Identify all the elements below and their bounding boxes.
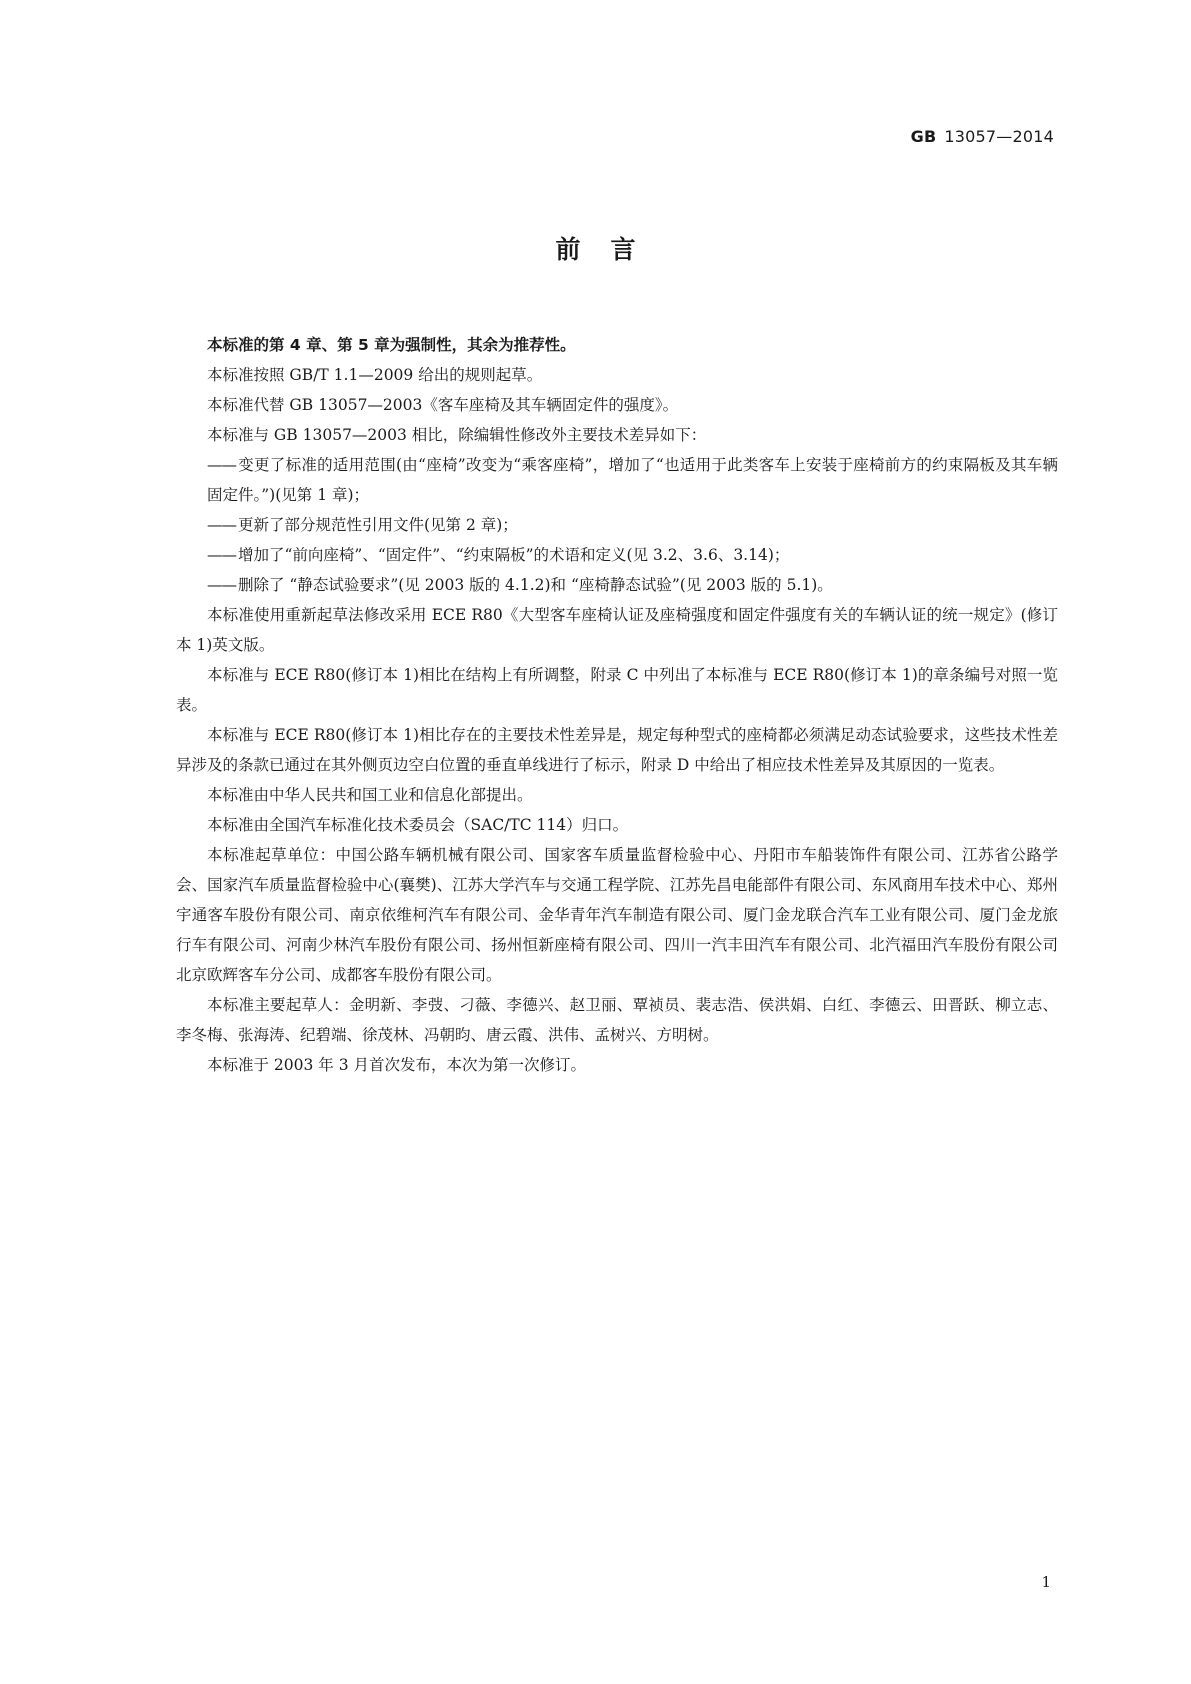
paragraph-differences-intro: 本标准与 GB 13057—2003 相比，除编辑性修改外主要技术差异如下： — [207, 426, 707, 444]
paragraph-structure: 本标准与 ECE R80(修订本 1)相比在结构上有所调整，附录 C 中列出了本标准与 ECE R80(修订本 1)的章条编号对照一览表。 — [176, 666, 1058, 714]
page-title: 前言 — [555, 235, 666, 264]
list-item — [176, 450, 1058, 510]
paragraph-adoption: 本标准使用重新起草法修改采用 ECE R80《大型客车座椅认证及座椅强度和固定件强度有关的车辆认证的统一规定》(修订本 1)英文版。 — [176, 606, 1058, 654]
paragraph-drafters: 本标准主要起草人：金明新、李弢、刁薇、李德兴、赵卫丽、覃祯员、裴志浩、侯洪娟、白红、李德云、田晋跃、柳立志、李冬梅、张海涛、纪碧端、徐茂林、冯朝昀、唐云霞、洪伟、孟树兴、方明树。 — [176, 996, 1058, 1044]
list-item — [176, 540, 1058, 570]
standard-code: 13057—2014 — [944, 127, 1054, 146]
list-dash: —— — [207, 546, 236, 564]
paragraph-publication-history: 本标准于 2003 年 3 月首次发布，本次为第一次修订。 — [207, 1056, 587, 1074]
list-item-text: 更新了部分规范性引用文件(见第 2 章)； — [238, 516, 518, 534]
standard-number — [911, 127, 1054, 146]
page-number: 1 — [1041, 1573, 1051, 1591]
paragraph-drafting-rules: 本标准按照 GB/T 1.1—2009 给出的规则起草。 — [207, 366, 543, 384]
paragraph-technical-differences: 本标准与 ECE R80(修订本 1)相比存在的主要技术性差异是，规定每种型式的座椅都必须满足动态试验要求，这些技术性差异涉及的条款已通过在其外侧页边空白位置的垂直单线进行了标示，附录 D 中给出了相应技术性差异及其原因的一览表。 — [176, 726, 1058, 774]
paragraph-proposed-by: 本标准由中华人民共和国工业和信息化部提出。 — [207, 786, 533, 804]
standard-prefix: GB — [910, 127, 937, 146]
list-item-text: 删除了 “静态试验要求”(见 2003 版的 4.1.2)和 “座椅静态试验”(见 2003 版的 5.1)。 — [238, 576, 833, 594]
list-item-text: 增加了“前向座椅”、“固定件”、“约束隔板”的术语和定义(见 3.2、3.6、3.14)； — [238, 546, 790, 564]
paragraph-replaces: 本标准代替 GB 13057—2003《客车座椅及其车辆固定件的强度》。 — [207, 396, 679, 414]
paragraph-administered-by: 本标准由全国汽车标准化技术委员会（SAC/TC 114）归口。 — [207, 816, 629, 834]
list-dash: —— — [207, 456, 236, 474]
list-item — [176, 570, 1058, 600]
paragraph-drafting-units: 本标准起草单位：中国公路车辆机械有限公司、国家客车质量监督检验中心、丹阳市车船装饰件有限公司、江苏省公路学会、国家汽车质量监督检验中心(襄樊)、江苏大学汽车与交通工程学院、江苏先昌电能部件有限公司、东风商用车技术中心、郑州宇通客车股份有限公司、南京依维柯汽车有限公司、金华青年汽车制造有限公司、厦门金龙联合汽车工业有限公司、厦门金龙旅行车有限公司、河南少林汽车股份有限公司、扬州恒新座椅有限公司、四川一汽丰田汽车有限公司、北汽福田汽车股份有限公司北京欧辉客车分公司、成都客车股份有限公司。 — [176, 846, 1058, 984]
list-item-text: 变更了标准的适用范围(由“座椅”改变为“乘客座椅”，增加了“也适用于此类客车上安装于座椅前方的约束隔板及其车辆固定件。”)(见第 1 章)； — [207, 456, 1058, 504]
foreword-body — [176, 330, 1058, 1080]
paragraph-mandatory-chapters: 本标准的第 4 章、第 5 章为强制性，其余为推荐性。 — [207, 336, 576, 354]
list-dash: —— — [207, 576, 236, 594]
list-item — [176, 510, 1058, 540]
list-dash: —— — [207, 516, 236, 534]
